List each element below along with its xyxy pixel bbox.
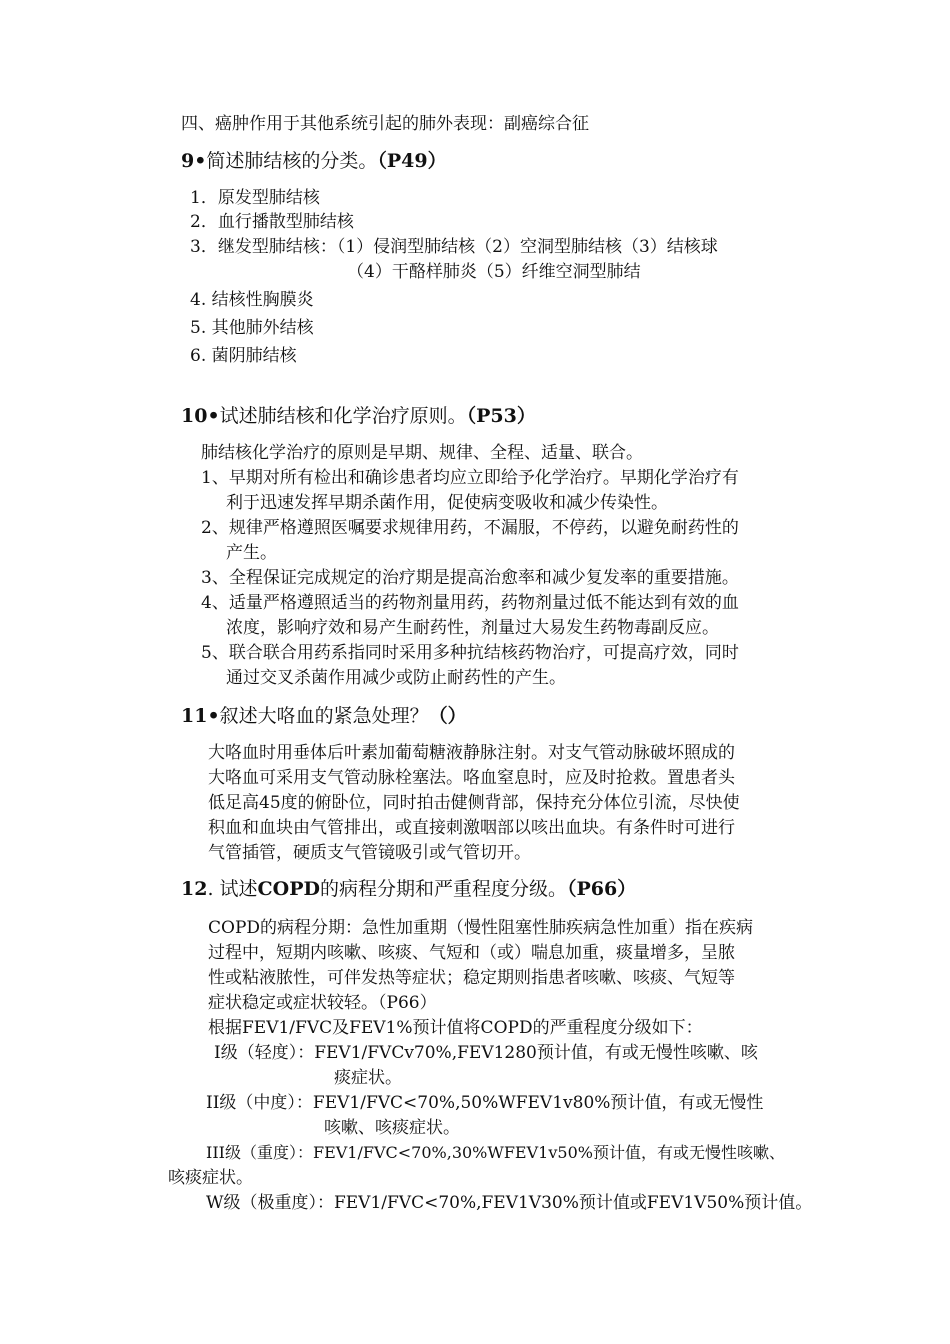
q11-title: 叙述大咯血的紧急处理？ — [219, 705, 429, 727]
q12-copd: COPD — [257, 878, 320, 900]
q10-line: 5、联合联合用药系指同时采用多种抗结核药物治疗，可提高疗效，同时 — [201, 643, 739, 663]
q10-line: 利于迅速发挥早期杀菌作用，促使病变吸收和减少传染性。 — [226, 493, 668, 513]
q11-line: 大咯血时用垂体后叶素加葡萄糖液静脉注射。对支气管动脉破坏照成的 — [208, 743, 735, 763]
q10-heading — [181, 404, 536, 428]
q12-line: III级（重度）：FEV1/FVC<70%,30%WFEV1v50%预计值，有或无慢性咳嗽、 — [206, 1143, 785, 1162]
q12-line: 过程中，短期内咳嗽、咳痰、气短和（或）喘息加重，痰量增多，呈脓 — [208, 943, 735, 963]
q10-number: 10• — [181, 405, 220, 427]
q12-line: Ⅰ级（轻度）：FEV1/FVCv70%,FEV1280预计值，有或无慢性咳嗽、咳 — [214, 1043, 758, 1063]
q10-ref: （P53） — [466, 405, 536, 427]
q10-line: 肺结核化学治疗的原则是早期、规律、全程、适量、联合。 — [201, 443, 643, 463]
q9-number: 9• — [181, 150, 207, 172]
q12-heading — [181, 877, 636, 901]
q11-number: 11• — [181, 705, 220, 727]
q9-item: （4）干酪样肺炎（5）纤维空洞型肺结 — [347, 262, 641, 282]
q12-line: 痰症状。 — [334, 1068, 402, 1088]
q10-line: 1、早期对所有检出和确诊患者均应立即给予化学治疗。早期化学治疗有 — [201, 468, 739, 488]
q9-item: 2．血行播散型肺结核 — [190, 212, 354, 232]
q9-title: 简述肺结核的分类。 — [206, 150, 378, 172]
q9-ref: （P49） — [377, 150, 447, 172]
q11-heading — [181, 704, 467, 728]
q12-line: 咳痰症状。 — [168, 1168, 253, 1188]
q11-line: 气管插管，硬质支气管镜吸引或气管切开。 — [208, 843, 531, 863]
q11-line: 大咯血可采用支气管动脉栓塞法。咯血窒息时，应及时抢救。置患者头 — [208, 768, 735, 788]
q12-line: II级（中度）：FEV1/FVC<70%,50%WFEV1v80%预计值，有或无慢性 — [206, 1093, 764, 1113]
q12-line: W级（极重度）：FEV1/FVC<70%,FEV1V30%预计值或FEV1V50%预计值。 — [206, 1193, 813, 1213]
top-line: 四、癌肿作用于其他系统引起的肺外表现：副癌综合征 — [181, 114, 589, 134]
q9-item: 6. 菌阴肺结核 — [190, 346, 297, 366]
q10-line: 通过交叉杀菌作用减少或防止耐药性的产生。 — [226, 668, 566, 688]
q9-heading — [181, 149, 447, 173]
q12-line: 症状稳定或症状较轻。（P66） — [208, 993, 437, 1013]
q10-line: 产生。 — [226, 543, 277, 563]
q10-title: 试述肺结核和化学治疗原则。 — [219, 405, 467, 427]
q12-title: 的病程分期和严重程度分级。 — [319, 878, 567, 900]
q9-item: 5. 其他肺外结核 — [190, 318, 314, 338]
q12-number: 12 — [181, 878, 208, 900]
q11-line: 积血和血块由气管排出，或直接刺激咽部以咳出血块。有条件时可进行 — [208, 818, 735, 838]
q11-ref: （） — [428, 705, 467, 727]
q12-line: 性或粘液脓性，可伴发热等症状；稳定期则指患者咳嗽、咳痰、气短等 — [208, 968, 735, 988]
q10-line: 浓度，影响疗效和易产生耐药性，剂量过大易发生药物毒副反应。 — [226, 618, 719, 638]
q12-line: 咳嗽、咳痰症状。 — [324, 1118, 460, 1138]
q12-sep: . 试述 — [207, 878, 258, 900]
q9-item: 4. 结核性胸膜炎 — [190, 290, 314, 310]
q12-line: 根据FEV1/FVC及FEV1%预计值将COPD的严重程度分级如下： — [208, 1018, 703, 1038]
q9-item: 3．继发型肺结核：（1）侵润型肺结核（2）空洞型肺结核（3）结核球 — [190, 237, 718, 257]
q10-line: 3、全程保证完成规定的治疗期是提高治愈率和减少复发率的重要措施。 — [201, 568, 739, 588]
q10-line: 2、规律严格遵照医嘱要求规律用药，不漏服，不停药，以避免耐药性的 — [201, 518, 739, 538]
q12-line: COPD的病程分期：急性加重期（慢性阻塞性肺疾病急性加重）指在疾病 — [208, 918, 754, 938]
q12-ref: （P66） — [567, 878, 637, 900]
q10-line: 4、适量严格遵照适当的药物剂量用药，药物剂量过低不能达到有效的血 — [201, 593, 739, 613]
q9-item: 1．原发型肺结核 — [190, 188, 320, 208]
q11-line: 低足高45度的俯卧位，同时拍击健侧背部，保持充分体位引流，尽快使 — [208, 793, 740, 813]
